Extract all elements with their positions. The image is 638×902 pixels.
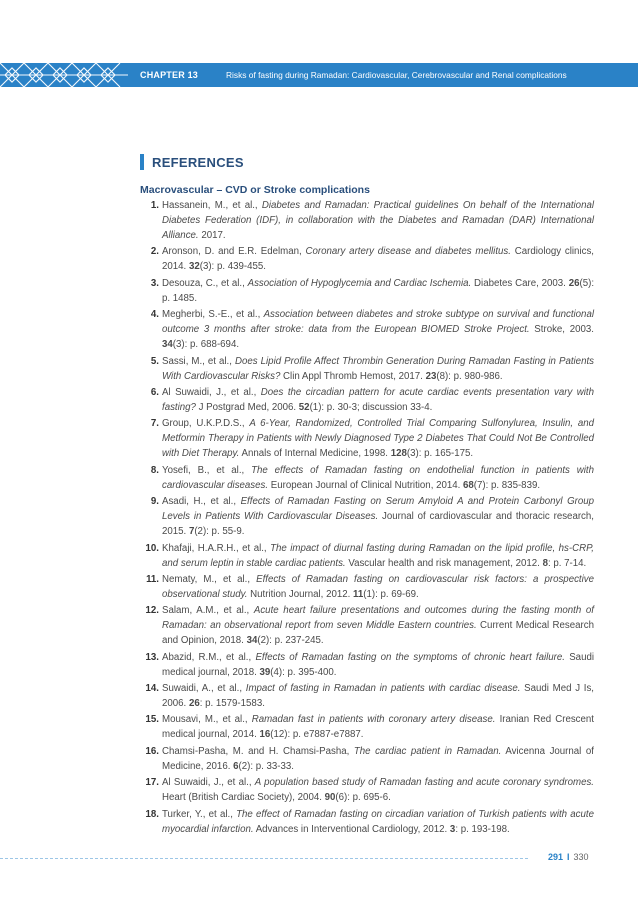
reference-volume: 34 [162, 339, 173, 351]
reference-title: A population based study of Ramadan fasting and acute coronary syndromes. [254, 777, 595, 789]
reference-text [162, 681, 594, 711]
reference-text [162, 416, 594, 461]
reference-source: Avicenna Journal of Medicine, 2016. [162, 745, 594, 772]
reference-text [162, 494, 594, 539]
reference-item [140, 775, 594, 805]
page-separator: I [567, 852, 570, 862]
reference-volume: 128 [390, 448, 407, 460]
reference-pages: : p. 1579-1583. [199, 698, 265, 710]
reference-number: 4. [150, 309, 159, 321]
reference-title: Association between diabetes and stroke subtype on survival and functional outcome 3 months after stroke: data from the European BIOMED Stroke Project. [162, 309, 594, 336]
reference-item [140, 807, 594, 837]
reference-source: Cardiology clinics, 2014. [162, 246, 594, 273]
reference-text [162, 276, 594, 306]
reference-authors: Al Suwaidi, J., et al., [162, 386, 261, 398]
reference-number: 3. [150, 277, 159, 289]
heading-accent-bar [140, 154, 144, 170]
reference-volume: 26 [568, 277, 580, 289]
reference-volume: 7 [188, 526, 195, 538]
reference-volume: 52 [298, 401, 310, 413]
reference-title: A 6-Year, Randomized, Controlled Trial Comparing Sulfonylurea, Insulin, and Metformin Therapy in Patients with Newly Diagnosed Type 2 Diabetes That Could Not Be Controlled with Diet Therapy. [162, 418, 594, 460]
reference-text [162, 712, 594, 742]
reference-number: 1. [150, 200, 159, 211]
reference-number: 17. [145, 777, 159, 789]
reference-volume: 8 [542, 557, 548, 569]
chapter-title: Risks of fasting during Ramadan: Cardiovascular, Cerebrovascular and Renal complications [226, 70, 567, 80]
reference-number: 2. [150, 246, 159, 258]
reference-title: Coronary artery disease and diabetes mellitus. [305, 246, 511, 258]
reference-text [162, 198, 594, 243]
reference-number: 5. [150, 355, 159, 367]
reference-source: European Journal of Clinical Nutrition, 2014. [268, 479, 464, 491]
reference-item [140, 572, 594, 602]
page-number [548, 852, 589, 862]
reference-title: Does Lipid Profile Affect Thrombin Generation During Ramadan Fasting in Patients With Cardiovascular Risks? [162, 355, 594, 382]
reference-source: Saudi medical journal, 2018. [162, 651, 594, 678]
reference-volume: 11 [353, 588, 364, 600]
reference-volume: 39 [259, 666, 271, 678]
reference-title: The effects of Ramadan fasting on endothelial function in patients with cardiovascular diseases. [162, 464, 594, 491]
reference-pages: (4): p. 395-400. [270, 666, 337, 678]
reference-source: Clin Appl Thromb Hemost, 2017. [280, 370, 426, 382]
reference-authors: Megherbi, S.-E., et al., [162, 309, 264, 321]
reference-item [140, 385, 594, 415]
reference-authors: Mousavi, M., et al., [162, 714, 252, 726]
reference-number: 12. [145, 605, 159, 617]
reference-source: Advances in Interventional Cardiology, 2012. [253, 823, 450, 835]
reference-volume: 34 [246, 635, 258, 647]
reference-item [140, 416, 594, 461]
reference-number: 8. [150, 464, 159, 476]
reference-number: 11. [146, 573, 159, 585]
reference-text [162, 572, 594, 602]
reference-number: 16. [145, 745, 159, 757]
reference-item [140, 244, 594, 274]
reference-pages: (3): p. 688-694. [172, 339, 240, 351]
reference-authors: Yosefi, B., et al., [162, 464, 252, 476]
reference-volume: 32 [188, 261, 200, 273]
reference-source: Journal of cardiovascular and thoracic research, 2015. [162, 511, 594, 538]
reference-pages: (5): p. 1485. [162, 277, 595, 304]
reference-text [162, 244, 594, 274]
reference-number: 13. [145, 651, 159, 663]
reference-number: 7. [150, 418, 159, 430]
reference-item [140, 681, 594, 711]
reference-text [162, 463, 594, 493]
reference-source: Stroke, 2003. [529, 324, 594, 336]
reference-authors: Suwaidi, A., et al., [162, 683, 246, 695]
reference-item [140, 541, 594, 571]
reference-item [140, 744, 594, 774]
reference-title: Acute heart failure presentations and outcomes during the fasting month of Ramadan: an observational report from seven Middle Eastern countries. [162, 605, 594, 632]
reference-pages: (1): p. 69-69. [363, 588, 419, 600]
reference-source: Nutrition Journal, 2012. [247, 588, 353, 600]
reference-text [162, 650, 594, 680]
geometric-star-pattern-icon [0, 63, 128, 87]
reference-authors: Turker, Y., et al., [162, 808, 237, 820]
reference-text [162, 744, 594, 774]
reference-text [162, 385, 594, 415]
reference-title: The impact of diurnal fasting during Ramadan on the lipid profile, hs-CRP, and serum leptin in stable cardiac patients. [162, 542, 594, 569]
reference-authors: Aronson, D. and E.R. Edelman, [162, 246, 306, 258]
references-heading [140, 154, 244, 170]
reference-pages: : p. 7-14. [547, 557, 587, 569]
reference-item [140, 494, 594, 539]
reference-source: Annals of Internal Medicine, 1998. [239, 448, 391, 460]
reference-authors: Khafaji, H.A.R.H., et al., [162, 542, 271, 554]
reference-pages: (8): p. 980-986. [436, 370, 503, 382]
reference-text [162, 603, 594, 648]
reference-number: 14. [145, 683, 159, 695]
reference-item [140, 603, 594, 648]
reference-title: Association of Hypoglycemia and Cardiac Ischemia. [247, 277, 472, 289]
references-heading-text: REFERENCES [152, 154, 244, 170]
reference-number: 9. [150, 496, 159, 508]
reference-authors: Asadi, H., et al., [162, 496, 241, 508]
header-bar [0, 63, 638, 87]
reference-authors: Nematy, M., et al., [162, 573, 257, 585]
reference-volume: 23 [425, 370, 437, 382]
reference-authors: Desouza, C., et al., [162, 277, 248, 289]
reference-title: Impact of fasting in Ramadan in patients with cardiac disease. [245, 683, 521, 695]
reference-item [140, 712, 594, 742]
reference-authors: Abazid, R.M., et al., [162, 651, 256, 663]
reference-title: The effect of Ramadan fasting on circadian variation of Turkish patients with acute myocardial infarction. [162, 808, 594, 835]
reference-authors: Hassanein, M., et al., [162, 200, 262, 211]
reference-item [140, 354, 594, 384]
reference-pages: : p. 193-198. [455, 823, 510, 835]
reference-source: J Postgrad Med, 2006. [195, 401, 299, 413]
reference-item [140, 650, 594, 680]
reference-volume: 6 [233, 760, 239, 772]
reference-list [140, 198, 594, 838]
reference-volume: 16 [259, 729, 271, 741]
reference-pages: (3): p. 165-175. [406, 448, 474, 460]
reference-volume: 26 [188, 698, 200, 710]
reference-title: The cardiac patient in Ramadan. [353, 745, 502, 757]
reference-pages: (2): p. 237-245. [257, 635, 324, 647]
reference-pages: (7): p. 835-839. [473, 479, 541, 491]
reference-item [140, 463, 594, 493]
reference-pages: (12): p. e7887-e7887. [270, 729, 364, 741]
reference-item [140, 198, 594, 243]
chapter-label: CHAPTER 13 [140, 70, 199, 80]
current-page: 291 [548, 852, 564, 862]
reference-title: Effects of Ramadan fasting on cardiovascular risk factors: a prospective observational study. [162, 573, 594, 600]
reference-authors: Salam, A.M., et al., [162, 605, 254, 617]
reference-item [140, 307, 594, 352]
section-subheading: Macrovascular – CVD or Stroke complications [140, 184, 370, 196]
reference-source: Vascular health and risk management, 2012. [345, 557, 543, 569]
reference-source: Current Medical Research and Opinion, 2018. [162, 620, 594, 647]
reference-source: Heart (British Cardiac Society), 2004. [162, 792, 325, 804]
reference-title: Ramadan fast in patients with coronary artery disease. [251, 714, 496, 726]
reference-text [162, 541, 594, 571]
reference-authors: Sassi, M., et al., [162, 355, 235, 367]
reference-source: Saudi Med J Is, 2006. [162, 683, 594, 710]
reference-source: Diabetes Care, 2003. [471, 277, 569, 289]
reference-text [162, 807, 594, 837]
reference-pages: (6): p. 695-6. [335, 792, 391, 804]
reference-title: Does the circadian pattern for acute cardiac events presentation vary with fasting? [162, 386, 594, 413]
reference-volume: 90 [324, 792, 336, 804]
total-pages: 330 [573, 852, 589, 862]
reference-pages: (2): p. 55-9. [194, 526, 245, 538]
reference-number: 15. [145, 714, 159, 726]
reference-title: Effects of Ramadan Fasting on Serum Amyloid A and Protein Carbonyl Group Levels in Patients With Cardiovascular Diseases. [162, 496, 595, 523]
reference-volume: 68 [463, 479, 474, 491]
reference-authors: Al Suwaidi, J., et al., [162, 777, 255, 789]
reference-item [140, 276, 594, 306]
reference-number: 18. [145, 808, 159, 820]
reference-text [162, 775, 594, 805]
reference-volume: 3 [449, 823, 456, 835]
reference-title: Effects of Ramadan fasting on the symptoms of chronic heart failure. [255, 651, 565, 663]
reference-authors: Group, U.K.P.D.S., [162, 418, 250, 430]
reference-text [162, 354, 594, 384]
footer-divider [0, 858, 528, 859]
reference-text [162, 307, 594, 352]
reference-pages: (3): p. 439-455. [199, 261, 266, 273]
reference-source: 2017. [198, 230, 226, 241]
reference-source: Iranian Red Crescent medical journal, 2014. [162, 714, 594, 741]
reference-title: Diabetes and Ramadan: Practical guidelines On behalf of the International Diabetes Federation (IDF), in collaboration with the Diabetes and Ramadan (DAR) International Alliance. [162, 200, 595, 241]
reference-pages: (2): p. 33-33. [238, 760, 294, 772]
reference-authors: Chamsi-Pasha, M. and H. Chamsi-Pasha, [162, 745, 354, 757]
reference-pages: (1): p. 30-3; discussion 33-4. [309, 401, 433, 413]
reference-number: 6. [150, 386, 159, 398]
reference-number: 10. [145, 542, 159, 554]
